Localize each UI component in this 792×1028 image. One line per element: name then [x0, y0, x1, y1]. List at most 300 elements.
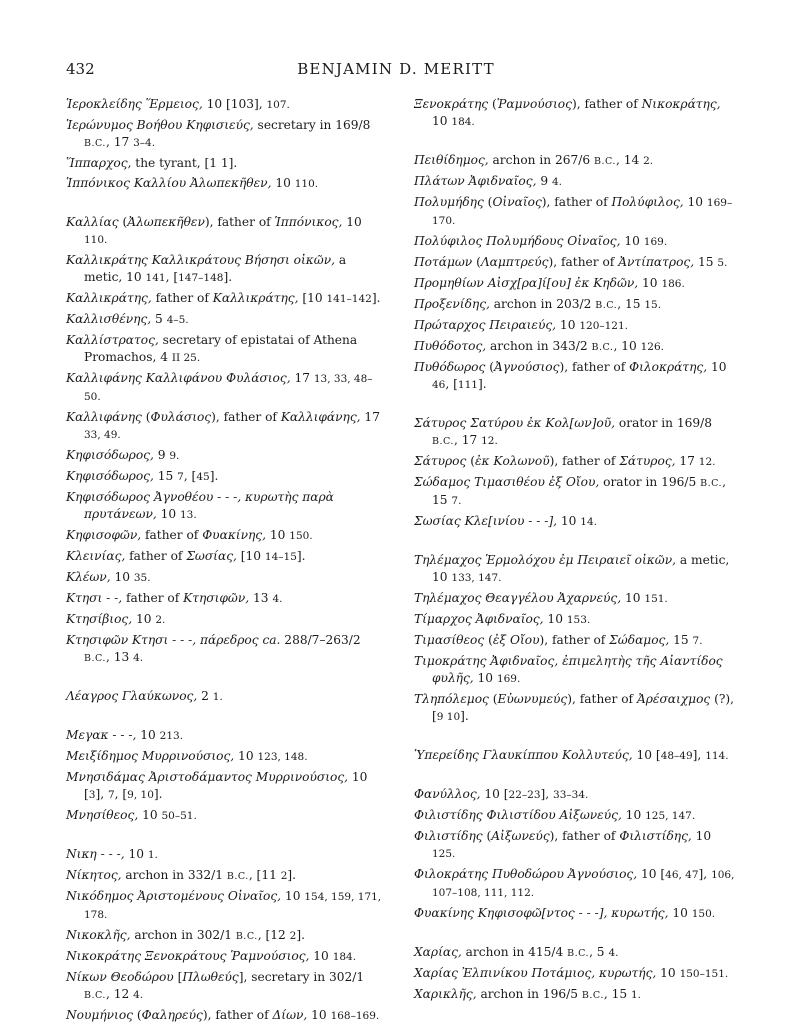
- line-reference: 186.: [661, 278, 685, 290]
- entry-text: 15: [694, 255, 718, 269]
- greek-name: Φυακίνης Κηφισοφῶ[ντος - - -], κυρωτής,: [414, 906, 669, 920]
- index-entry: [414, 474, 736, 510]
- entry-text: 17: [290, 371, 314, 385]
- line-reference: 46: [432, 379, 446, 391]
- entry-text: 288/7–263/2: [280, 633, 361, 647]
- line-reference: 7: [107, 789, 115, 801]
- entry-text: ), father of: [549, 454, 620, 468]
- entry-text: 15: [153, 469, 178, 483]
- line-reference: 7: [177, 471, 184, 483]
- greek-name: Πολύφιλος Πολυμήδους Οἰναῖος,: [414, 234, 621, 248]
- index-entry: [66, 468, 388, 486]
- line-reference: 169.: [643, 236, 668, 248]
- entry-text: (: [132, 1008, 142, 1022]
- index-entry: [66, 590, 388, 608]
- line-reference: 5.: [717, 257, 728, 269]
- entry-text: archon in 203/2: [489, 297, 596, 311]
- entry-text: ].: [223, 270, 233, 284]
- greek-name: Νικοκράτης Ξενοκράτους Ῥαμνούσιος,: [66, 949, 310, 963]
- index-entry: [414, 152, 736, 170]
- line-reference: 184.: [451, 116, 475, 128]
- index-entry: [66, 252, 388, 287]
- index-column-right: [414, 96, 736, 1007]
- entry-text: 10 [: [84, 770, 368, 801]
- entry-text: ].: [371, 291, 381, 305]
- greek-name: Προμηθίων Αἰσχ[ρα]ί[ου] ἐκ Κηδῶν,: [414, 276, 639, 290]
- greek-name: Τιμασίθεος: [414, 633, 485, 647]
- entry-text: 10: [668, 906, 692, 920]
- running-title: BENJAMIN D. MERITT: [297, 60, 495, 78]
- greek-name: Τληπόλεμος: [414, 692, 489, 706]
- greek-name: Τηλέμαχος Ἑρμολόχου ἐμ Πειραιεῖ οἰκῶν,: [414, 553, 676, 567]
- index-entry: [414, 233, 736, 251]
- greek-name: Τηλέμαχος Θεαγγέλου Ἀχαρνεύς,: [414, 591, 622, 605]
- greek-name: Οἰναῖος: [492, 195, 542, 209]
- entry-text: (: [472, 255, 481, 269]
- line-reference: 150.: [691, 908, 716, 920]
- index-entry: [66, 409, 388, 444]
- greek-name: ἐκ Κολωνοῦ: [474, 454, 550, 468]
- era-label: B.C.: [700, 478, 723, 489]
- line-reference: 168–169.: [330, 1010, 380, 1022]
- greek-name: Νικοκράτης,: [641, 97, 721, 111]
- index-entry: [66, 1007, 388, 1025]
- entry-text: ), father of: [541, 195, 612, 209]
- era-label: B.C.: [567, 948, 590, 959]
- greek-name: Κτησίβιος,: [66, 612, 133, 626]
- greek-name: Νικη - - -,: [66, 847, 125, 861]
- line-reference: 107.: [266, 99, 290, 111]
- entry-text: , 5: [589, 945, 609, 959]
- entry-text: ].: [460, 709, 469, 723]
- line-reference: 9.: [169, 450, 180, 462]
- index-entry: [66, 867, 388, 885]
- greek-name: Ἱερώνυμος Βοήθου Κηφισιεύς,: [66, 118, 254, 132]
- index-entry: [414, 747, 736, 765]
- line-reference: 50–51.: [161, 810, 197, 822]
- entry-text: 17: [675, 454, 699, 468]
- line-reference: 1.: [631, 989, 642, 1001]
- index-entry: [66, 214, 388, 249]
- entry-text: father of: [151, 291, 213, 305]
- line-reference: 125.: [432, 848, 456, 860]
- line-reference: 15.: [644, 299, 662, 311]
- entry-text: 10: [234, 749, 258, 763]
- greek-name: Πρώταρχος Πειραιεύς,: [414, 318, 557, 332]
- entry-text: 17: [360, 410, 380, 424]
- entry-text: 10: [266, 528, 290, 542]
- line-reference: 14–15: [264, 551, 297, 563]
- index-entry: [414, 254, 736, 272]
- line-reference: 7.: [451, 495, 462, 507]
- era-label: B.C.: [432, 436, 454, 447]
- era-label: B.C.: [591, 342, 614, 353]
- index-entry: [66, 927, 388, 945]
- entry-text: 10: [638, 276, 662, 290]
- entry-text: the tyrant, [1 1].: [131, 156, 238, 170]
- entry-text: (: [485, 360, 494, 374]
- entry-text: 10: [543, 612, 567, 626]
- entry-text: (: [484, 633, 493, 647]
- greek-name: Κλέων,: [66, 570, 111, 584]
- era-label: B.C.: [84, 653, 106, 664]
- line-reference: 9, 10: [127, 789, 154, 801]
- index-entry: [414, 986, 736, 1004]
- greek-name: Ποτάμων: [414, 255, 473, 269]
- entry-text: a metic, 10: [432, 553, 730, 584]
- entry-text: [10: [236, 549, 265, 563]
- entry-text: 10: [307, 1008, 331, 1022]
- line-reference: 33, 49.: [84, 429, 121, 441]
- greek-name: Λέαγρος Γλαύκωνος,: [66, 689, 198, 703]
- entry-text: ), father of: [567, 692, 637, 706]
- entry-text: ].: [287, 868, 297, 882]
- line-reference: 3–4.: [133, 137, 156, 149]
- index-entry: [414, 513, 736, 531]
- greek-name: Καλλίας: [66, 215, 119, 229]
- line-reference: 2.: [643, 155, 654, 167]
- entry-text: 10: [136, 728, 160, 742]
- greek-name: Πολυμήδης: [414, 195, 484, 209]
- entry-text: (: [482, 829, 492, 843]
- entry-text: 15: [669, 633, 693, 647]
- index-entry: [414, 828, 736, 863]
- greek-name: Χαρίας Ἐλπινίκου Ποτάμιος, κυρωτής,: [414, 966, 657, 980]
- entry-text: father of: [141, 528, 203, 542]
- era-label: B.C.: [594, 156, 616, 167]
- line-reference: 33–34.: [553, 789, 589, 801]
- page-number: 432: [66, 60, 95, 78]
- index-entry: [66, 489, 388, 524]
- entry-text: 10: [132, 612, 156, 626]
- entry-text: 10: [156, 507, 180, 521]
- entry-text: (: [141, 410, 151, 424]
- entry-text: , [: [445, 377, 458, 391]
- greek-name: ἐξ Οἴου: [492, 633, 540, 647]
- index-entry: [66, 290, 388, 308]
- entry-text: 10: [281, 889, 305, 903]
- greek-name: Ἀρέσαιχμος: [636, 692, 711, 706]
- greek-name: Νίκων Θεοδώρου: [66, 970, 174, 984]
- entry-text: 10: [271, 176, 295, 190]
- entry-text: secretary of epistatai of Athena Promachos, 4: [84, 333, 358, 364]
- entry-text: ], secretary in 302/1: [238, 970, 365, 984]
- line-reference: 12.: [698, 456, 716, 468]
- entry-text: archon in 267/6: [488, 153, 594, 167]
- greek-name: Πυθόδοτος,: [414, 339, 487, 353]
- greek-name: Φιλοκράτης,: [629, 360, 708, 374]
- entry-text: ].: [477, 377, 487, 391]
- greek-name: Σάτυρος Σατύρου ἐκ Κολ[ων]οῦ,: [414, 416, 616, 430]
- greek-name: Πειθίδημος,: [414, 153, 489, 167]
- greek-name: Νικόδημος Ἀριστομένους Οἰναῖος,: [66, 889, 282, 903]
- entry-text: ), father of: [548, 255, 619, 269]
- entry-text: 10: [309, 949, 333, 963]
- entry-text: , 10: [613, 339, 641, 353]
- index-entry: [66, 569, 388, 587]
- index-entry: [414, 965, 736, 983]
- entry-text: , [: [165, 270, 179, 284]
- entry-text: 10: [557, 514, 581, 528]
- index-entry: [414, 944, 736, 962]
- entry-text: father of: [125, 549, 187, 563]
- greek-name: Πυθόδωρος: [414, 360, 486, 374]
- greek-name: Ἀλωπεκῆθεν: [127, 215, 205, 229]
- line-reference: 169.: [496, 673, 521, 685]
- index-entry: [66, 447, 388, 465]
- entry-text: , 17: [453, 433, 482, 447]
- page-header: [66, 60, 726, 84]
- line-reference: 1.: [147, 849, 158, 861]
- greek-name: Ἀντίπατρος,: [618, 255, 695, 269]
- index-entry: [414, 552, 736, 587]
- line-reference: 7.: [692, 635, 703, 647]
- greek-name: Μεγακ - - -,: [66, 728, 137, 742]
- line-reference: 110.: [294, 178, 319, 190]
- line-reference: 151.: [644, 593, 668, 605]
- entry-text: 10: [621, 808, 646, 822]
- entry-text: 5: [151, 312, 167, 326]
- entry-text: ],: [540, 787, 554, 801]
- greek-name: Ἱεροκλείδης Ἕρμειος,: [66, 97, 203, 111]
- entry-text: , [11: [248, 868, 281, 882]
- index-entry: [66, 727, 388, 745]
- entry-text: (?), [: [432, 692, 735, 723]
- entry-text: 10: [556, 318, 580, 332]
- entry-text: ].: [296, 549, 306, 563]
- entry-text: [10: [298, 291, 327, 305]
- index-entry: [66, 632, 388, 667]
- entry-text: father of: [122, 591, 184, 605]
- greek-name: Κηφισόδωρος Ἀγνοθέου - - -, κυρωτὴς παρὰ πρυτάνεων,: [66, 490, 334, 521]
- entry-text: archon in 196/5: [476, 987, 582, 1001]
- entry-text: , [12: [257, 928, 290, 942]
- greek-name: Ξενοκράτης: [414, 97, 489, 111]
- greek-name: Πλωθεύς: [182, 970, 239, 984]
- line-reference: 1.: [212, 691, 223, 703]
- greek-name: Μειξίδημος Μυρρινούσιος,: [66, 749, 235, 763]
- era-label: B.C.: [226, 871, 249, 882]
- entry-text: ],: [692, 748, 706, 762]
- greek-name: Καλλικράτης,: [66, 291, 152, 305]
- greek-name: Ἱππόνικος,: [274, 215, 343, 229]
- greek-name: Κτησιφῶν Κτησι - - -, πάρεδρος ca.: [66, 633, 281, 647]
- greek-name: Σωσίας Κλε[ινίου - - -],: [414, 514, 558, 528]
- index-entry: [66, 370, 388, 406]
- line-reference: 110.: [84, 234, 108, 246]
- index-entry: [66, 527, 388, 545]
- greek-name: Καλλίστρατος,: [66, 333, 159, 347]
- entry-text: 10: [473, 671, 497, 685]
- greek-name: Σάτυρος,: [619, 454, 676, 468]
- line-reference: 9 10: [436, 711, 461, 723]
- greek-name: Ῥαμνούσιος: [496, 97, 572, 111]
- line-reference: 13.: [180, 509, 197, 521]
- entry-text: ), father of: [211, 410, 281, 424]
- greek-name: Ὑπερείδης Γλαυκίππου Κολλυτεύς,: [414, 748, 633, 762]
- entry-text: (: [466, 454, 475, 468]
- entry-text: orator in 196/5: [599, 475, 701, 489]
- greek-name: Καλλικράτης,: [212, 291, 299, 305]
- index-entry: [66, 888, 388, 924]
- entry-text: 10: [656, 966, 680, 980]
- greek-name: Κηφισοφῶν,: [66, 528, 142, 542]
- era-label: B.C.: [595, 300, 618, 311]
- greek-name: Καλλικράτης Καλλικράτους Βήσησι οἰκῶν,: [66, 253, 336, 267]
- line-reference: 150.: [289, 530, 313, 542]
- entry-text: ), father of: [549, 829, 620, 843]
- index-entry: [66, 548, 388, 566]
- index-entry: [66, 96, 388, 114]
- greek-name: Τίμαρχος Ἀφιδναῖος,: [414, 612, 544, 626]
- index-entry: [66, 611, 388, 629]
- index-entry: [66, 175, 388, 193]
- index-entry: [414, 632, 736, 650]
- index-entry: [414, 807, 736, 825]
- line-reference: 106, 107–108, 111, 112.: [432, 869, 735, 899]
- greek-name: Νικοκλῆς,: [66, 928, 131, 942]
- greek-name: Φαληρεύς: [141, 1008, 203, 1022]
- greek-name: Κτησιφῶν,: [183, 591, 250, 605]
- index-entry: [414, 359, 736, 394]
- index-entry: [414, 905, 736, 923]
- line-reference: 147–148: [178, 272, 224, 284]
- entry-text: , 12: [105, 987, 134, 1001]
- line-reference: 120–121.: [579, 320, 628, 332]
- line-reference: 213.: [159, 730, 184, 742]
- greek-name: Φιλοκράτης Πυθοδώρου Ἀγνούσιος,: [414, 867, 638, 881]
- line-reference: 4.: [608, 947, 619, 959]
- greek-name: Φυακίνης,: [202, 528, 266, 542]
- entry-text: , 15: [617, 297, 645, 311]
- line-reference: 111: [457, 379, 478, 391]
- entry-text: orator in 169/8: [615, 416, 713, 430]
- line-reference: 184.: [332, 951, 357, 963]
- line-reference: 123, 148.: [257, 751, 308, 763]
- index-entry: [414, 590, 736, 608]
- index-entry: [66, 155, 388, 172]
- era-label: B.C.: [235, 931, 258, 942]
- line-reference: 48–49: [660, 750, 693, 762]
- entry-text: ],: [95, 787, 108, 801]
- entry-text: 10: [707, 360, 727, 374]
- line-reference: 13, 33, 48–50.: [84, 373, 373, 403]
- greek-name: Μνησιδάμας Ἀριστοδάμαντος Μυρρινούσιος,: [66, 770, 349, 784]
- entry-text: 9: [153, 448, 170, 462]
- entry-text: ].: [209, 469, 219, 483]
- greek-name: Φανύλλος,: [414, 787, 481, 801]
- index-entry: [414, 173, 736, 191]
- greek-name: Χαρικλῆς,: [414, 987, 477, 1001]
- entry-text: ].: [296, 928, 305, 942]
- entry-text: , 14: [615, 153, 644, 167]
- line-reference: 2.: [155, 614, 166, 626]
- entry-text: , [: [114, 787, 128, 801]
- index-entry: [414, 866, 736, 902]
- index-entry: [66, 969, 388, 1004]
- entry-text: archon in 415/4: [461, 945, 568, 959]
- line-reference: 46, 47: [665, 869, 699, 881]
- greek-name: Κτησι - -,: [66, 591, 123, 605]
- greek-name: Σάτυρος: [414, 454, 467, 468]
- line-reference: 4.: [551, 176, 562, 188]
- greek-name: Πλάτων Ἀφιδναῖος,: [414, 174, 537, 188]
- index-entry: [414, 786, 736, 804]
- index-entry: [66, 769, 388, 804]
- greek-name: Προξενίδης,: [414, 297, 490, 311]
- entry-text: , 17: [105, 135, 134, 149]
- greek-name: Ἱππόνικος Καλλίου Ἀλωπεκῆθεν,: [66, 176, 272, 190]
- entry-text: (: [118, 215, 128, 229]
- line-reference: 114.: [705, 750, 729, 762]
- line-reference: 4–5.: [166, 314, 189, 326]
- entry-text: 10: [110, 570, 134, 584]
- index-entry: [414, 275, 736, 293]
- index-column-left: [66, 96, 388, 1028]
- index-entry: [414, 453, 736, 471]
- era-label: B.C.: [581, 990, 604, 1001]
- line-reference: 45: [196, 471, 210, 483]
- entry-text: 13: [249, 591, 273, 605]
- line-reference: 12.: [481, 435, 498, 447]
- index-entry: [66, 748, 388, 766]
- entry-text: archon in 302/1: [130, 928, 236, 942]
- line-reference: 22–23: [508, 789, 541, 801]
- greek-name: Μνησίθεος,: [66, 808, 139, 822]
- line-reference: 133, 147.: [451, 572, 502, 584]
- greek-name: Σώδαμος,: [609, 633, 670, 647]
- era-label: B.C.: [84, 990, 106, 1001]
- greek-name: Κηφισόδωρος,: [66, 469, 154, 483]
- greek-name: Φιλιστίδης Φιλιστίδου Αἰξωνεύς,: [414, 808, 622, 822]
- index-entry: [414, 194, 736, 230]
- line-reference: 141: [145, 272, 166, 284]
- line-reference: 169–170.: [432, 197, 733, 227]
- greek-name: Πολύφιλος,: [611, 195, 684, 209]
- entry-text: (: [483, 195, 493, 209]
- greek-name: Σωσίας,: [186, 549, 237, 563]
- entry-text: ), father of: [539, 633, 610, 647]
- entry-text: 10 [: [637, 867, 666, 881]
- entry-text: secretary in 169/8: [253, 118, 371, 132]
- index-entry: [66, 948, 388, 966]
- entry-text: 10: [138, 808, 162, 822]
- index-entry: [414, 96, 736, 131]
- greek-name: Εὐωνυμεύς: [497, 692, 568, 706]
- greek-name: Νίκητος,: [66, 868, 122, 882]
- entry-text: ), father of: [204, 215, 275, 229]
- entry-text: , 13: [105, 650, 134, 664]
- entry-text: [: [173, 970, 183, 984]
- greek-name: Αἰξωνεύς: [491, 829, 550, 843]
- greek-name: Καλλισθένης,: [66, 312, 152, 326]
- line-reference: 4.: [272, 593, 283, 605]
- entry-text: ],: [698, 867, 712, 881]
- line-reference: 3: [88, 789, 96, 801]
- greek-name: Χαρίας,: [414, 945, 462, 959]
- entry-text: ), father of: [571, 97, 642, 111]
- line-reference: 2: [289, 930, 297, 942]
- index-entry: [414, 317, 736, 335]
- line-reference: 4.: [133, 989, 144, 1001]
- index-entry: [66, 688, 388, 706]
- greek-name: Δίων,: [272, 1008, 308, 1022]
- greek-name: Κλεινίας,: [66, 549, 126, 563]
- entry-text: 2: [197, 689, 213, 703]
- entry-text: ].: [153, 787, 163, 801]
- line-reference: 153.: [566, 614, 591, 626]
- entry-text: archon in 343/2: [486, 339, 592, 353]
